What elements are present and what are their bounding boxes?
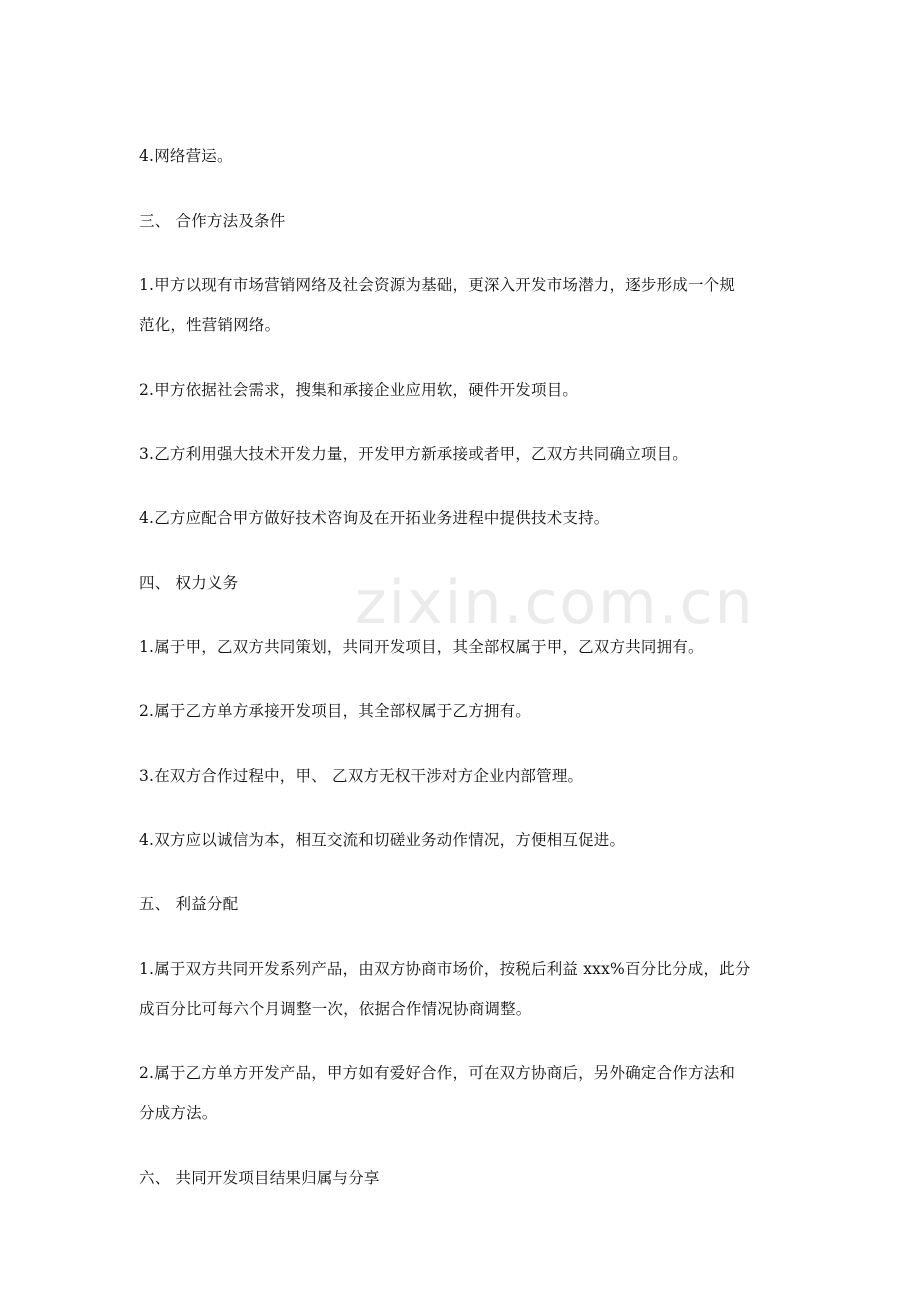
- clause-5-2-line-2: 分成方法。: [139, 1104, 218, 1122]
- clause-4-3: 3.在双方合作过程中，甲、 乙双方无权干涉对方企业内部管理。: [139, 767, 584, 785]
- clause-3-1-line-1: 1.甲方以现有市场营销网络及社会资源为基础，更深入开发市场潜力，逐步形成一个规: [139, 276, 736, 294]
- watermark-text: zixin.com.cn: [355, 568, 755, 638]
- clause-5-2-line-1: 2.属于乙方单方开发产品，甲方如有爱好合作，可在双方协商后，另外确定合作方法和: [139, 1064, 736, 1082]
- clause-4-4: 4.双方应以诚信为本，相互交流和切磋业务动作情况，方便相互促进。: [139, 831, 626, 849]
- clause-5-1-line-1: 1.属于双方共同开发系列产品，由双方协商市场价，按税后利益 xxx%百分比分成，此分: [139, 960, 751, 978]
- item-network-operation: 4.网络营运。: [139, 147, 233, 165]
- section-heading-profit: 五、 利益分配: [139, 895, 239, 913]
- clause-3-1-line-2: 范化，性营销网络。: [139, 316, 281, 334]
- clause-3-4: 4.乙方应配合甲方做好技术咨询及在开拓业务进程中提供技术支持。: [139, 509, 610, 527]
- clause-3-3: 3.乙方利用强大技术开发力量，开发甲方新承接或者甲，乙双方共同确立项目。: [139, 445, 688, 463]
- clause-4-1: 1.属于甲，乙双方共同策划，共同开发项目，其全部权属于甲，乙双方共同拥有。: [139, 638, 704, 656]
- clause-4-2: 2.属于乙方单方承接开发项目，其全部权属于乙方拥有。: [139, 702, 531, 720]
- section-heading-cooperation: 三、 合作方法及条件: [139, 212, 286, 230]
- clause-3-2: 2.甲方依据社会需求，搜集和承接企业应用软，硬件开发项目。: [139, 381, 579, 399]
- section-heading-rights: 四、 权力义务: [139, 574, 239, 592]
- clause-5-1-line-2: 成百分比可每六个月调整一次，依据合作情况协商调整。: [139, 1000, 532, 1018]
- section-heading-results: 六、 共同开发项目结果归属与分享: [139, 1169, 380, 1187]
